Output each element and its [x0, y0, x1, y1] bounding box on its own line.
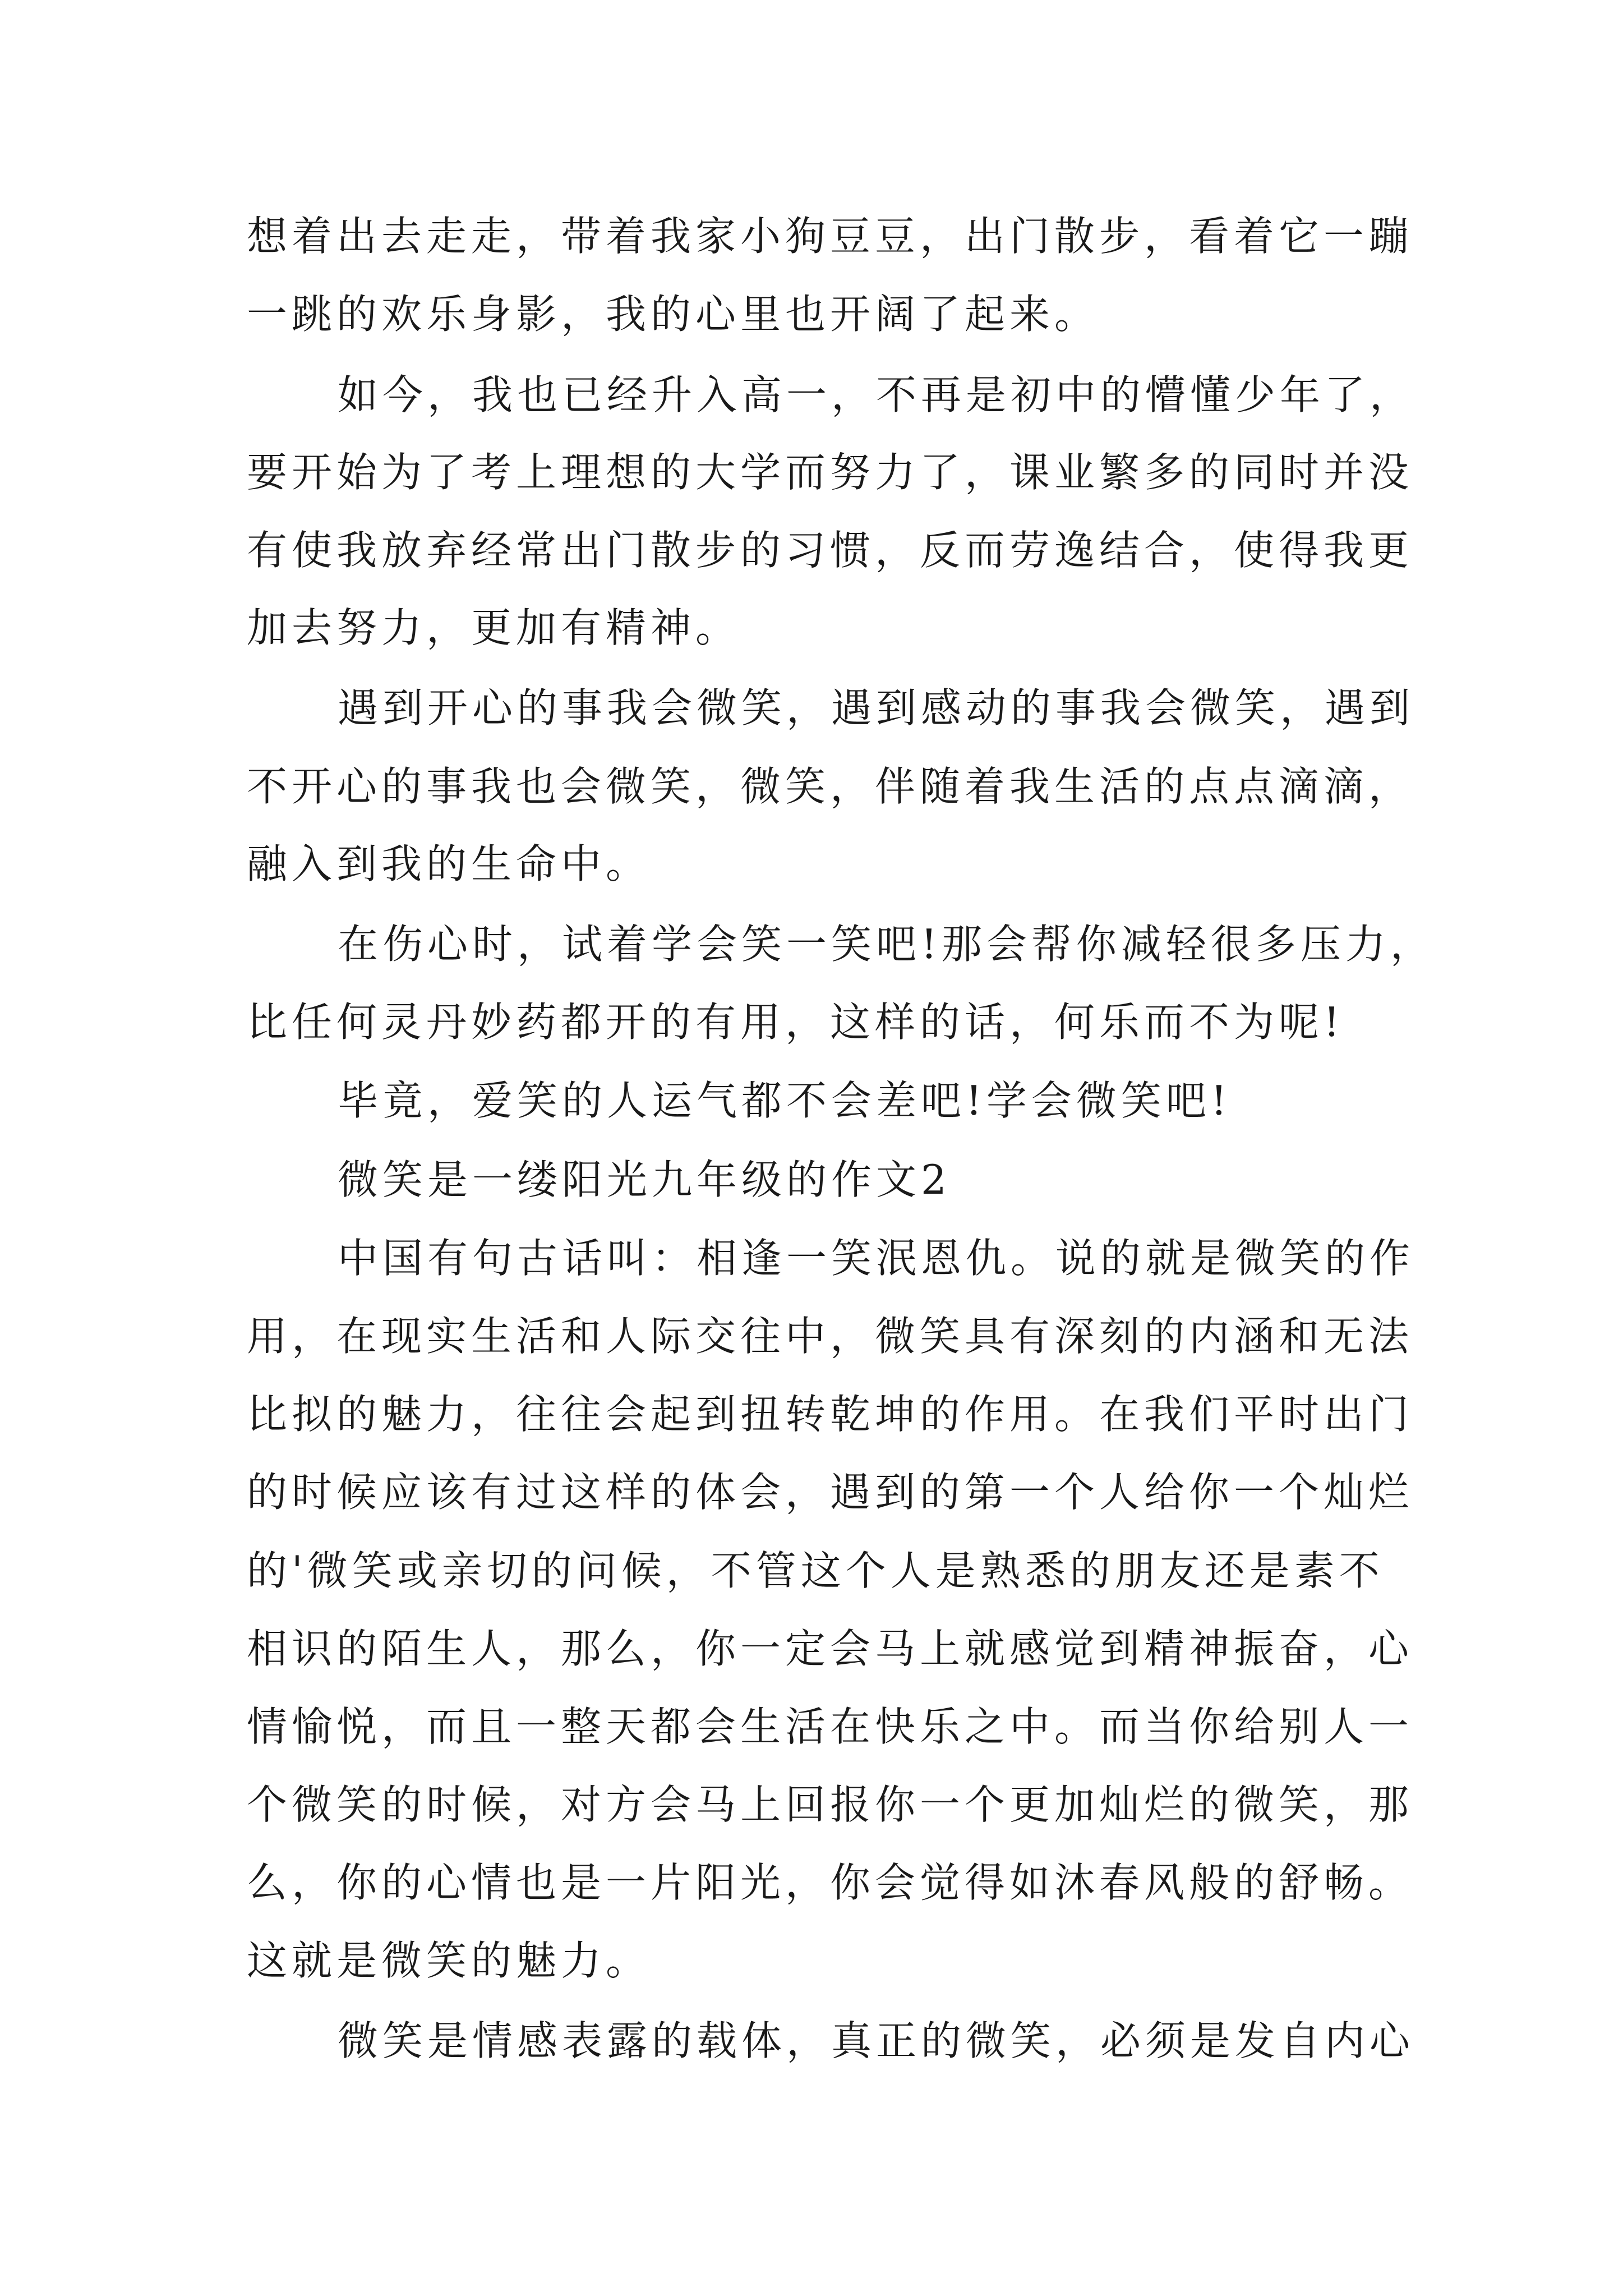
paragraph-start-line: 在伤心时，试着学会笑一笑吧!那会帮你减轻很多压力， [338, 921, 1435, 968]
paragraph-start-line: 微笑是情感表露的载体，真正的微笑，必须是发自内心 [338, 2017, 1415, 2064]
paragraph-start-line: 如今，我也已经升入高一，不再是初中的懵懂少年了， [338, 371, 1415, 418]
text-line: 想着出去走走，带着我家小狗豆豆，出门散步，看着它一蹦 [247, 213, 1414, 260]
paragraph-start-line: 遇到开心的事我会微笑，遇到感动的事我会微笑，遇到 [338, 684, 1415, 731]
paragraph-start-line: 毕竟，爱笑的人运气都不会差吧!学会微笑吧! [338, 1077, 1232, 1124]
text-line: 个微笑的时候，对方会马上回报你一个更加灿烂的微笑，那 [247, 1781, 1414, 1828]
text-line: 有使我放弃经常出门散步的习惯，反而劳逸结合，使得我更 [247, 527, 1414, 574]
text-line: 相识的陌生人，那么，你一定会马上就感觉到精神振奋，心 [247, 1625, 1414, 1672]
text-line: 这就是微笑的魅力。 [247, 1937, 651, 1984]
text-line: 情愉悦，而且一整天都会生活在快乐之中。而当你给别人一 [247, 1703, 1414, 1750]
text-line: 用，在现实生活和人际交往中，微笑具有深刻的内涵和无法 [247, 1313, 1414, 1360]
section-heading: 微笑是一缕阳光九年级的作文2 [338, 1156, 951, 1203]
text-line: 么，你的心情也是一片阳光，你会觉得如沐春风般的舒畅。 [247, 1859, 1414, 1906]
paragraph-start-line: 中国有句古话叫：相逢一笑泯恩仇。说的就是微笑的作 [338, 1235, 1415, 1282]
text-line: 融入到我的生命中。 [247, 840, 651, 887]
text-line: 不开心的事我也会微笑，微笑，伴随着我生活的点点滴滴， [247, 763, 1414, 810]
text-line: 比任何灵丹妙药都开的有用，这样的话，何乐而不为呢! [247, 999, 1344, 1046]
text-line: 要开始为了考上理想的大学而努力了，课业繁多的同时并没 [247, 449, 1414, 496]
text-line: 的时候应该有过这样的体会，遇到的第一个人给你一个灿烂 [247, 1469, 1414, 1516]
text-line: 一跳的欢乐身影，我的心里也开阔了起来。 [247, 291, 1100, 338]
text-line: 比拟的魅力，往往会起到扭转乾坤的作用。在我们平时出门 [247, 1391, 1414, 1438]
text-line: 加去努力，更加有精神。 [247, 604, 741, 651]
text-line: 的'微笑或亲切的问候，不管这个人是熟悉的朋友还是素不 [247, 1547, 1384, 1594]
